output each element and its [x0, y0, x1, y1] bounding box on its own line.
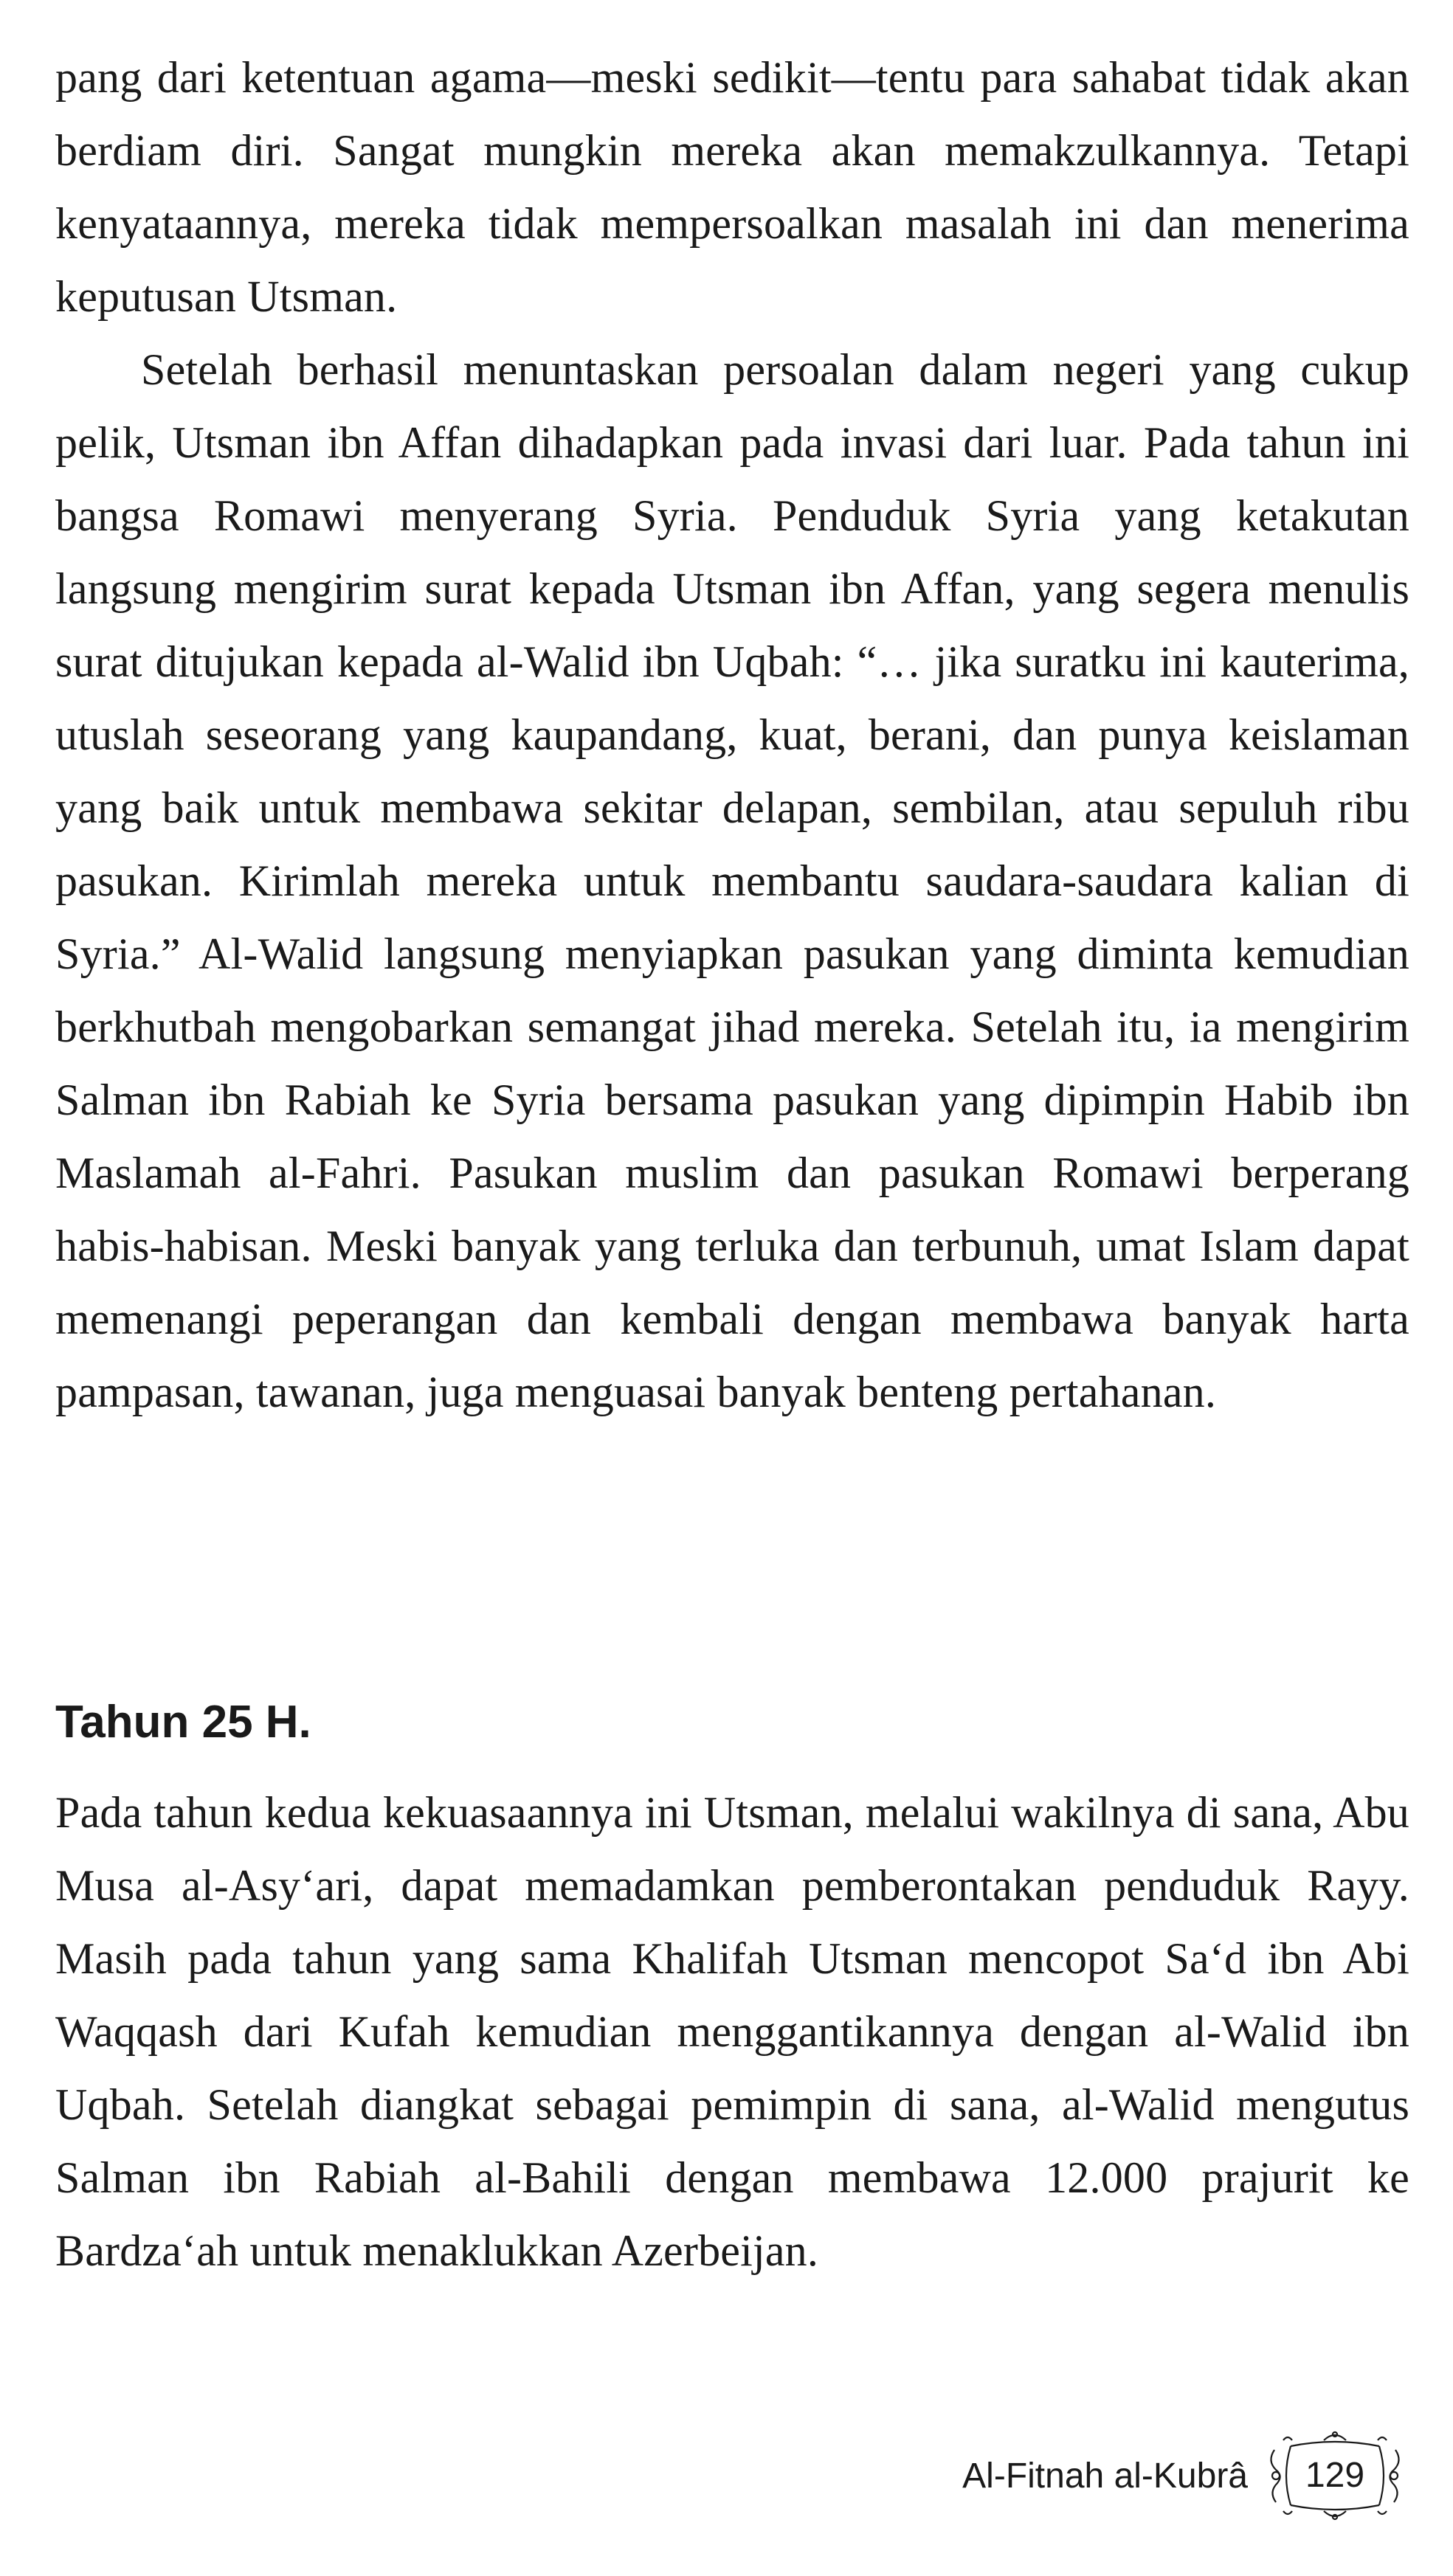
section-heading: Tahun 25 H.	[55, 1697, 311, 1748]
body-text-block-2	[55, 333, 1409, 1429]
page-number: 129	[1305, 2456, 1365, 2495]
page-number-box	[1261, 2424, 1409, 2527]
paragraph-roman-invasion: Setelah berhasil menuntaskan persoalan dalam negeri yang cukup pelik, Utsman ibn Affan dihadapkan pada invasi dari luar. Pada tahun ini bangsa Romawi menyerang Syria. Penduduk Syria yang ketakutan langsung mengirim surat kepada Utsman ibn Affan, yang segera menulis surat ditujukan kepada al-Walid ibn Uqbah: “… jika suratku ini kauterima, utuslah seseorang yang kaupandang, kuat, berani, dan punya keislaman yang baik untuk membawa sekitar delapan, sembilan, atau sepuluh ribu pasukan. Kirimlah mereka untuk membantu saudara-saudara kalian di Syria.” Al-Walid langsung menyiapkan pasukan yang diminta kemudian berkhutbah mengobarkan semangat jihad mereka. Setelah itu, ia mengirim Salman ibn Rabiah ke Syria bersama pasukan yang dipimpin Habib ibn Maslamah al-Fahri. Pasukan muslim dan pasukan Romawi berperang habis-habisan. Meski banyak yang terluka dan terbunuh, umat Islam dapat memenangi peperangan dan kembali dengan membawa banyak harta pampasan, tawanan, juga menguasai banyak benteng pertahanan.	[55, 345, 1409, 1416]
paragraph-continued: pang dari ketentuan agama—meski sedikit—tentu para sahabat tidak akan berdiam diri. Sangat mungkin mereka akan memakzulkannya. Tetapi kenyataannya, mereka tidak mempersoalkan masalah ini dan menerima keputusan Utsman.	[55, 53, 1409, 321]
paragraph-year-25: Pada tahun kedua kekuasaannya ini Utsman, melalui wakilnya di sana, Abu Musa al-Asy‘ari, dapat memadamkan pemberontakan penduduk Rayy. Masih pada tahun yang sama Khalifah Utsman mencopot Sa‘d ibn Abi Waqqash dari Kufah kemudian menggantikannya dengan al-Walid ibn Uqbah. Setelah diangkat sebagai pemimpin di sana, al-Walid mengutus Salman ibn Rabiah al-Bahili dengan membawa 12.000 prajurit ke Bardza‘ah untuk menaklukkan Azerbeijan.	[55, 1788, 1409, 2275]
body-text-block-3	[55, 1776, 1409, 2288]
running-title: Al-Fitnah al-Kubrâ	[962, 2456, 1248, 2496]
body-text-block-1	[55, 41, 1409, 333]
page-footer	[962, 2424, 1409, 2527]
